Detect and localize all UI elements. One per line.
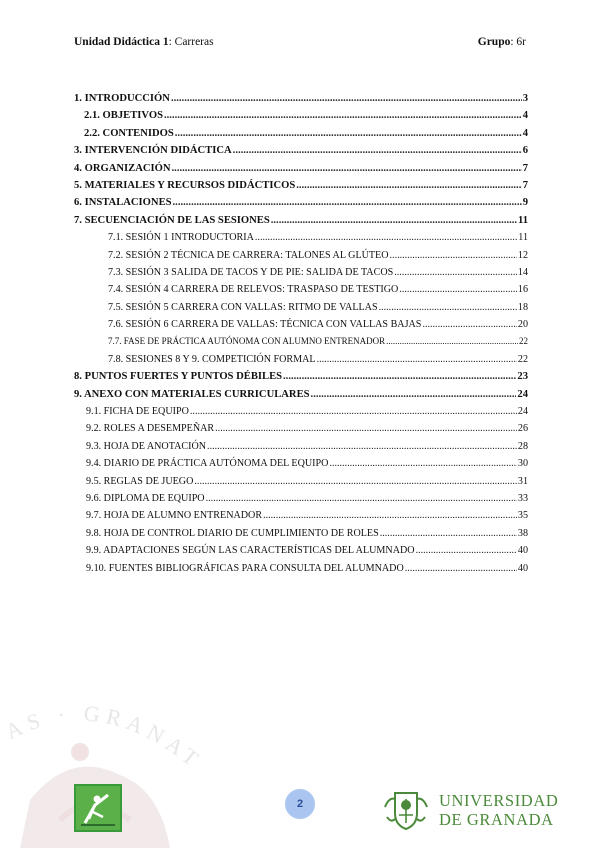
toc-entry-title: 7.7. FASE DE PRÁCTICA AUTÓNOMA CON ALUMNO ENTRENADOR (108, 336, 386, 347)
toc-entry-title: 5. MATERIALES Y RECURSOS DIDÁCTICOS (74, 179, 296, 191)
toc-entry-title: 9.4. DIARIO DE PRÁCTICA AUTÓNOMA DEL EQUIPO (86, 458, 329, 470)
toc-entry[interactable] (74, 490, 528, 507)
toc-entry[interactable] (74, 455, 528, 472)
university-logo (381, 787, 559, 831)
toc-entry-page: 28 (517, 440, 528, 452)
toc-entry-page: 20 (517, 319, 528, 331)
toc-entry[interactable] (74, 368, 528, 385)
toc-entry-page: 22 (517, 353, 528, 365)
toc-entry-title: 9.6. DIPLOMA DE EQUIPO (86, 492, 205, 504)
toc-dot-leader (263, 507, 517, 524)
toc-entry[interactable] (74, 90, 528, 107)
toc-entry-page: 16 (517, 284, 528, 296)
toc-entry-page: 40 (517, 545, 528, 557)
header-group: Grupo: 6r (477, 36, 526, 48)
toc-entry-title: 9.8. HOJA DE CONTROL DIARIO DE CUMPLIMIENTO DE ROLES (86, 527, 379, 539)
toc-entry[interactable] (74, 299, 528, 316)
toc-entry-page: 26 (517, 423, 528, 435)
toc-dot-leader (233, 142, 522, 159)
toc-entry-title: 9.9. ADAPTACIONES SEGÚN LAS CARACTERÍSTICAS DEL ALUMNADO (86, 545, 415, 557)
toc-entry-title: 9.5. REGLAS DE JUEGO (86, 475, 194, 487)
toc-entry-title: 9.10. FUENTES BIBLIOGRÁFICAS PARA CONSULTA DEL ALUMNADO (86, 562, 404, 574)
toc-entry-title: 9.2. ROLES A DESEMPEÑAR (86, 423, 215, 435)
toc-dot-leader (172, 160, 522, 177)
toc-entry-title: 7. SECUENCIACIÓN DE LAS SESIONES (74, 214, 270, 226)
toc-entry-page: 33 (517, 492, 528, 504)
toc-entry-page: 30 (517, 458, 528, 470)
toc-entry-title: 9.1. FICHA DE EQUIPO (86, 406, 189, 418)
toc-entry[interactable] (74, 542, 528, 559)
toc-entry-page: 7 (522, 179, 528, 191)
toc-dot-leader (329, 455, 516, 472)
toc-dot-leader (164, 107, 522, 124)
toc-entry[interactable] (74, 386, 528, 403)
svg-text:AS · GRANAT (1, 700, 207, 774)
toc-entry-title: 1. INTRODUCCIÓN (74, 93, 170, 104)
toc-entry[interactable] (74, 125, 528, 142)
toc-entry-title: 7.5. SESIÓN 5 CARRERA CON VALLAS: RITMO DE VALLAS (108, 301, 378, 313)
toc-entry-title: 3. INTERVENCIÓN DIDÁCTICA (74, 145, 232, 157)
toc-dot-leader (207, 438, 517, 455)
toc-entry[interactable] (74, 333, 528, 350)
toc-entry-page: 38 (517, 527, 528, 539)
toc-entry-title: 9. ANEXO CON MATERIALES CURRICULARES (74, 388, 310, 400)
toc-dot-leader (399, 281, 517, 298)
header-unit: Unidad Didáctica 1: Carreras (74, 36, 214, 48)
toc-dot-leader (379, 299, 517, 316)
toc-dot-leader (173, 194, 522, 211)
toc-entry[interactable] (74, 351, 528, 368)
toc-entry-title: 7.6. SESIÓN 6 CARRERA DE VALLAS: TÉCNICA CON VALLAS BAJAS (108, 319, 422, 331)
toc-entry[interactable] (74, 194, 528, 211)
page-header (74, 36, 526, 52)
toc-entry-page: 40 (517, 562, 528, 574)
toc-entry[interactable] (74, 403, 528, 420)
toc-dot-leader (390, 247, 517, 264)
toc-entry-page: 22 (519, 336, 528, 347)
toc-dot-leader (206, 490, 517, 507)
toc-entry-title: 9.3. HOJA DE ANOTACIÓN (86, 440, 207, 452)
toc-entry[interactable] (74, 142, 528, 159)
toc-entry[interactable] (74, 229, 528, 246)
university-name-line2: DE GRANADA (439, 810, 554, 829)
toc-entry[interactable] (74, 316, 528, 333)
toc-entry[interactable] (74, 438, 528, 455)
toc-entry-title: 6. INSTALACIONES (74, 197, 172, 209)
toc-dot-leader (296, 177, 521, 194)
toc-entry-page: 6 (522, 145, 528, 157)
toc-entry-page: 35 (517, 510, 528, 522)
table-of-contents (74, 90, 528, 577)
faculty-logo-icon (73, 783, 123, 833)
toc-dot-leader (255, 229, 517, 246)
toc-entry-page: 23 (517, 371, 528, 383)
toc-entry-page: 14 (517, 266, 528, 278)
toc-entry-title: 2.2. CONTENIDOS (84, 127, 174, 139)
toc-entry-page: 24 (517, 388, 528, 400)
toc-entry-title: 4. ORGANIZACIÓN (74, 162, 171, 174)
toc-entry-page: 9 (522, 197, 528, 209)
toc-dot-leader (380, 525, 517, 542)
toc-entry-page: 18 (517, 301, 528, 313)
granada-crest-icon (381, 787, 431, 831)
toc-entry-title: 7.2. SESIÓN 2 TÉCNICA DE CARRERA: TALONES AL GLÚTEO (108, 249, 389, 261)
toc-entry-page: 4 (522, 110, 528, 122)
toc-dot-leader (190, 403, 517, 420)
toc-entry-title: 8. PUNTOS FUERTES Y PUNTOS DÉBILES (74, 371, 283, 383)
toc-dot-leader (394, 264, 517, 281)
toc-entry[interactable] (74, 420, 528, 437)
toc-dot-leader (416, 542, 517, 559)
toc-dot-leader (311, 386, 517, 403)
toc-entry-page: 7 (522, 162, 528, 174)
toc-entry-page: 3 (522, 93, 528, 104)
toc-dot-leader (283, 368, 516, 385)
toc-entry[interactable] (74, 247, 528, 264)
toc-entry-page: 4 (522, 127, 528, 139)
toc-dot-leader (405, 560, 517, 577)
university-name-line1: UNIVERSIDAD (439, 791, 559, 810)
toc-dot-leader (171, 90, 522, 107)
university-seal-watermark-icon (0, 680, 260, 848)
toc-entry[interactable] (74, 281, 528, 298)
toc-dot-leader (194, 473, 517, 490)
toc-entry[interactable] (74, 525, 528, 542)
toc-entry[interactable] (74, 177, 528, 194)
toc-entry[interactable] (74, 264, 528, 281)
toc-entry[interactable] (74, 107, 528, 124)
toc-entry-title: 7.3. SESIÓN 3 SALIDA DE TACOS Y DE PIE: SALIDA DE TACOS (108, 266, 394, 278)
toc-dot-leader (386, 333, 518, 350)
toc-entry-page: 31 (517, 475, 528, 487)
toc-entry-title: 7.1. SESIÓN 1 INTRODUCTORIA (108, 232, 254, 244)
toc-entry-page: 12 (517, 249, 528, 261)
toc-entry[interactable] (74, 507, 528, 524)
toc-dot-leader (175, 125, 522, 142)
toc-entry-title: 7.8. SESIONES 8 Y 9. COMPETICIÓN FORMAL (108, 353, 316, 365)
toc-dot-leader (317, 351, 517, 368)
toc-entry-title: 7.4. SESIÓN 4 CARRERA DE RELEVOS: TRASPASO DE TESTIGO (108, 284, 399, 296)
toc-entry-title: 2.1. OBJETIVOS (84, 110, 163, 122)
watermark-text: AS · GRANAT (1, 700, 208, 775)
toc-dot-leader (215, 420, 517, 437)
toc-dot-leader (422, 316, 516, 333)
toc-entry[interactable] (74, 212, 528, 229)
page-number-badge: 2 (285, 789, 315, 819)
toc-entry-page: 11 (517, 214, 528, 226)
toc-entry[interactable] (74, 560, 528, 577)
toc-entry-title: 9.7. HOJA DE ALUMNO ENTRENADOR (86, 510, 263, 522)
toc-entry-page: 24 (517, 406, 528, 418)
toc-entry[interactable] (74, 473, 528, 490)
toc-entry-page: 11 (518, 232, 528, 244)
toc-dot-leader (271, 212, 517, 229)
toc-entry[interactable] (74, 160, 528, 177)
